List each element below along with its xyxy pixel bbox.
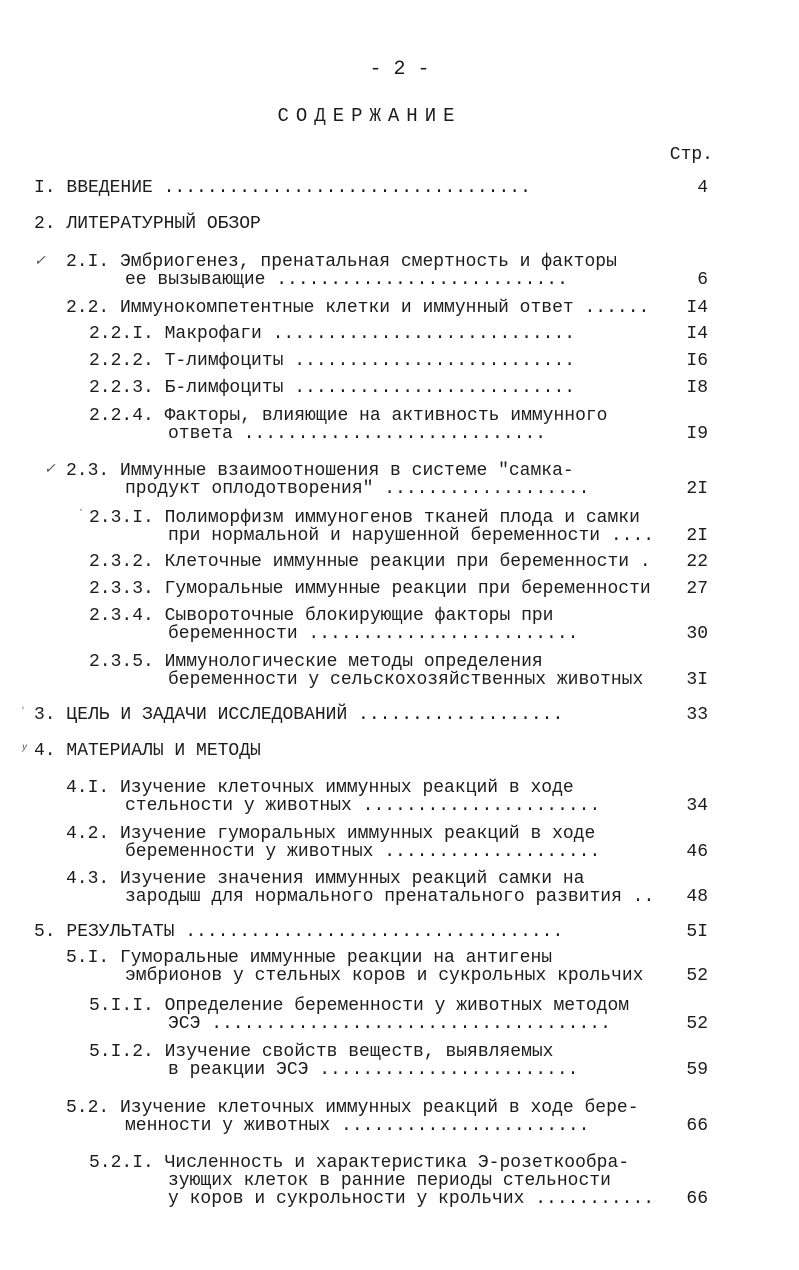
- toc-entry-line: I. ВВЕДЕНИЕ ..................................: [34, 178, 531, 198]
- toc-entry-page-number: I8: [686, 378, 708, 398]
- toc-entry-line: 5.2. Изучение клеточных иммунных реакций в ходе бере-: [66, 1098, 639, 1118]
- toc-entry-page-number: 34: [686, 796, 708, 816]
- toc-entry-line: эмбрионов у стельных коров и сукрольных крольчих: [125, 966, 644, 986]
- toc-entry-page-number: 33: [686, 705, 708, 725]
- toc-entry-page-number: 22: [686, 552, 708, 572]
- toc-entry-page-number: I9: [686, 424, 708, 444]
- toc-entry-page-number: 4: [697, 178, 708, 198]
- toc-entry-page-number: 3I: [686, 670, 708, 690]
- toc-entry-line: 5.I.I. Определение беременности у животных методом: [89, 996, 630, 1016]
- toc-entry-page-number: 52: [686, 966, 708, 986]
- toc-entry-line: 4.2. Изучение гуморальных иммунных реакций в ходе: [66, 824, 596, 844]
- toc-entry-line: 3. ЦЕЛЬ И ЗАДАЧИ ИССЛЕДОВАНИЙ ...................: [34, 705, 564, 725]
- toc-entry-line: 5.I. Гуморальные иммунные реакции на антигены: [66, 948, 553, 968]
- toc-entry-page-number: 66: [686, 1189, 708, 1209]
- margin-check-mark: ✓: [44, 462, 56, 478]
- toc-entry-page-number: I6: [686, 351, 708, 371]
- toc-entry-line: 2.3. Иммунные взаимоотношения в системе "самка-: [66, 461, 574, 481]
- toc-entry-line: 2.2.I. Макрофаги ............................: [89, 324, 576, 344]
- toc-entry-line: 2. ЛИТЕРАТУРНЫЙ ОБЗОР: [34, 214, 261, 234]
- margin-check-mark: ʿ: [18, 706, 27, 722]
- toc-entry-line: менности у животных .......................: [125, 1116, 590, 1136]
- toc-entry-page-number: 6: [697, 270, 708, 290]
- margin-check-mark: ✓: [34, 254, 46, 270]
- toc-entry-page-number: 27: [686, 579, 708, 599]
- toc-entry-line: 4.3. Изучение значения иммунных реакций самки на: [66, 869, 585, 889]
- page-number: - 2 -: [369, 58, 430, 81]
- toc-entry-page-number: 52: [686, 1014, 708, 1034]
- toc-entry-line: 4.I. Изучение клеточных иммунных реакций в ходе: [66, 778, 574, 798]
- toc-entry-line: 2.2. Иммунокомпетентные клетки и иммунный ответ ......: [66, 298, 650, 318]
- toc-entry-line: ЭСЭ .....................................: [168, 1014, 611, 1034]
- toc-entry-line: при нормальной и нарушенной беременности ....: [168, 526, 655, 546]
- toc-entry-line: 2.2.2. Т-лимфоциты ..........................: [89, 351, 576, 371]
- toc-entry-page-number: I4: [686, 298, 708, 318]
- toc-entry-line: ответа ............................: [168, 424, 547, 444]
- toc-entry-line: стельности у животных ......................: [125, 796, 601, 816]
- toc-entry-line: 2.2.3. Б-лимфоциты ..........................: [89, 378, 576, 398]
- toc-entry-line: 5.2.I. Численность и характеристика Э-розеткообра-: [89, 1153, 630, 1173]
- page-column-label: Стр.: [669, 145, 713, 165]
- toc-entry-line: 2.3.3. Гуморальные иммунные реакции при беременности: [89, 579, 651, 599]
- toc-entry-line: 2.3.5. Иммунологические методы определения: [89, 652, 543, 672]
- toc-entry-line: 2.3.I. Полиморфизм иммуногенов тканей плода и самки: [89, 508, 640, 528]
- toc-entry-line: у коров и сукрольности у крольчих ...........: [168, 1189, 655, 1209]
- toc-entry-page-number: 46: [686, 842, 708, 862]
- toc-entry-line: зародыш для нормального пренатального развития ..: [125, 887, 655, 907]
- toc-entry-page-number: 59: [686, 1060, 708, 1080]
- toc-heading: СОДЕРЖАНИЕ: [277, 105, 462, 127]
- toc-entry-page-number: 66: [686, 1116, 708, 1136]
- toc-entry-line: 5.I.2. Изучение свойств веществ, выявляемых: [89, 1042, 554, 1062]
- toc-entry-line: 2.2.4. Факторы, влияющие на активность иммунного: [89, 406, 608, 426]
- toc-entry-page-number: 5I: [686, 922, 708, 942]
- toc-entry-line: беременности у сельскохозяйственных животных: [168, 670, 644, 690]
- toc-entry-line: продукт оплодотворения" ...................: [125, 479, 590, 499]
- toc-entry-page-number: 2I: [686, 526, 708, 546]
- margin-check-mark: ʿ: [76, 508, 85, 524]
- toc-entry-line: 2.I. Эмбриогенез, пренатальная смертность и факторы: [66, 252, 617, 272]
- toc-entry-line: 2.3.2. Клеточные иммунные реакции при беременности .: [89, 552, 651, 572]
- toc-entry-line: 2.3.4. Сывороточные блокирующие факторы при: [89, 606, 554, 626]
- toc-entry-page-number: 48: [686, 887, 708, 907]
- toc-entry-line: зующих клеток в ранние периоды стельности: [168, 1171, 611, 1191]
- margin-check-mark: ʸ: [20, 742, 29, 758]
- toc-entry-line: 5. РЕЗУЛЬТАТЫ ...................................: [34, 922, 564, 942]
- toc-entry-page-number: 2I: [686, 479, 708, 499]
- toc-entry-line: 4. МАТЕРИАЛЫ И МЕТОДЫ: [34, 741, 261, 761]
- toc-entry-line: в реакции ЭСЭ ........................: [168, 1060, 579, 1080]
- toc-entry-line: беременности у животных ....................: [125, 842, 601, 862]
- toc-entry-line: беременности .........................: [168, 624, 579, 644]
- toc-entry-line: ее вызывающие ...........................: [125, 270, 568, 290]
- toc-entry-page-number: I4: [686, 324, 708, 344]
- toc-entry-page-number: 30: [686, 624, 708, 644]
